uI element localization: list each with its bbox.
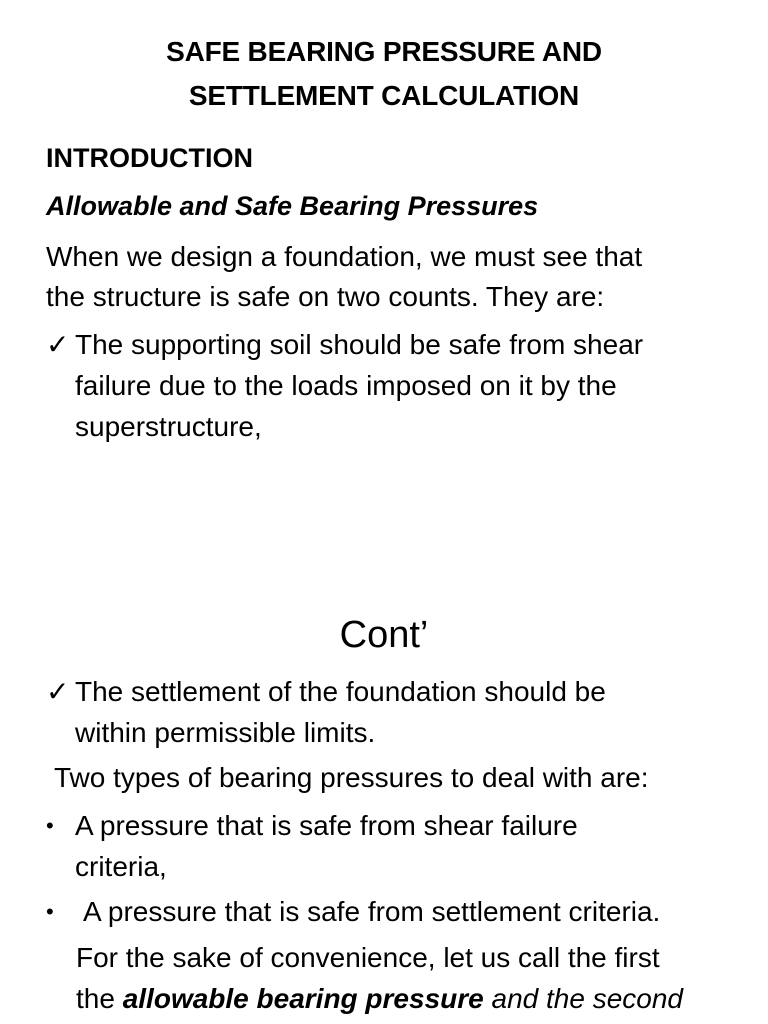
item-line-3: superstructure, <box>75 411 262 442</box>
bullet-item-text <box>75 805 746 887</box>
types-intro-line: Two types of bearing pressures to deal with are: <box>54 762 649 793</box>
slide-continued <box>0 600 768 1024</box>
bullet-line-2: criteria, <box>75 851 167 882</box>
checklist-item-text <box>75 671 746 753</box>
paragraph-line-2: the structure is safe on two counts. They are: <box>46 281 605 312</box>
allowable-bearing-pressure-term: allowable bearing pressure <box>122 983 484 1014</box>
closing-line-1: For the sake of convenience, let us call the first <box>76 942 660 973</box>
item-line-2: failure due to the loads imposed on it by the <box>75 370 617 401</box>
slide-title <box>0 30 768 118</box>
slide-title: Cont’ <box>339 614 429 656</box>
bullet-item-text <box>83 891 746 932</box>
item-line-2: within permissible limits. <box>75 717 376 748</box>
closing-line-2 <box>76 978 768 1019</box>
checklist-item-shear <box>46 324 746 447</box>
closing-suffix: and the second <box>483 983 684 1014</box>
checkmark-icon: ✓ <box>46 329 70 360</box>
bullet-line-1: A pressure that is safe from settlement criteria. <box>83 896 661 927</box>
checkmark-icon: ✓ <box>46 676 70 707</box>
paragraph-line-1: When we design a foundation, we must see that <box>46 241 643 272</box>
title-line-2: SETTLEMENT CALCULATION <box>188 80 580 111</box>
section-heading: INTRODUCTION <box>46 143 253 173</box>
bullet-line-1: A pressure that is safe from shear failure <box>75 810 578 841</box>
intro-paragraph <box>46 237 746 317</box>
bullet-icon: • <box>46 813 54 838</box>
checklist-item-settlement <box>46 671 746 753</box>
bullet-item-settlement <box>46 891 746 932</box>
title-line-1: SAFE BEARING PRESSURE AND <box>166 36 602 67</box>
section-subheading: Allowable and Safe Bearing Pressures <box>46 191 539 221</box>
item-line-1: The supporting soil should be safe from shear <box>75 329 644 360</box>
checklist-item-text <box>75 324 746 447</box>
closing-prefix: the <box>76 983 123 1014</box>
item-line-1: The settlement of the foundation should be <box>75 676 606 707</box>
bullet-icon: • <box>46 899 54 924</box>
closing-paragraph <box>76 937 768 1019</box>
bullet-item-shear <box>46 805 746 887</box>
